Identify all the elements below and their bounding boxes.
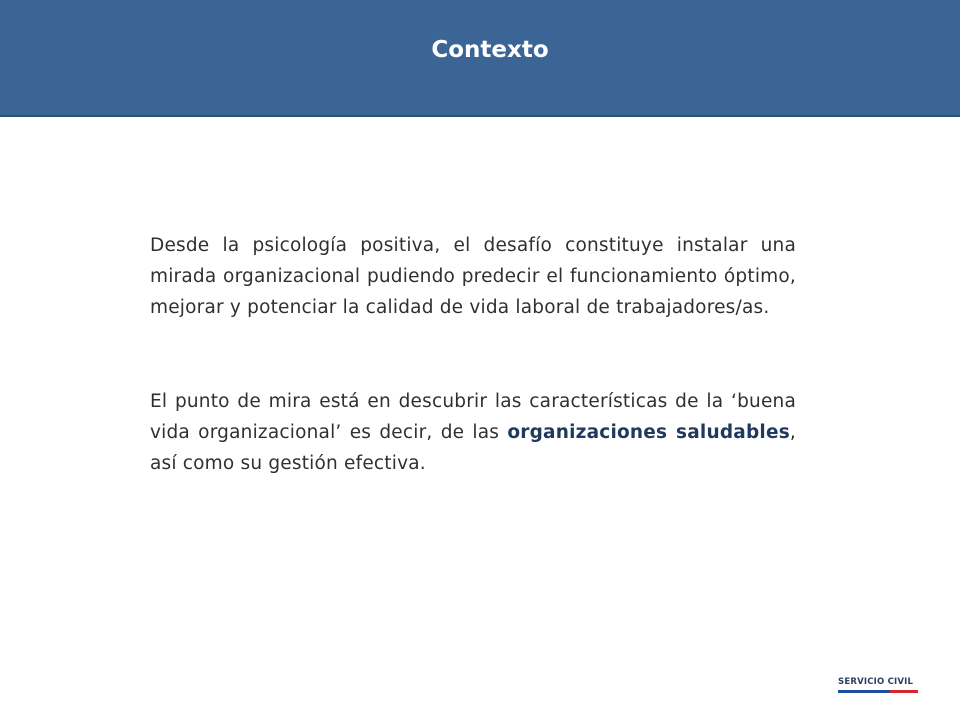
paragraph-2-text-after: , así como su gestión efectiva.: [150, 422, 796, 474]
logo-text: SERVICIO CIVIL: [838, 677, 914, 687]
servicio-civil-logo: [838, 677, 920, 697]
slide-title: Contexto: [431, 37, 549, 63]
logo-bar-red: [890, 690, 918, 693]
emphasis-organizaciones-saludables: organizaciones saludables: [507, 422, 790, 443]
logo-bar-blue: [838, 690, 890, 693]
header-banner: [0, 0, 960, 117]
paragraph-2-text-before: El punto de mira está en descubrir las características de la ‘buena vida organizacional’ es decir, de las: [150, 391, 796, 443]
paragraph-2: [150, 386, 796, 479]
paragraph-1: Desde la psicología positiva, el desafío constituye instalar una mirada organizacional pudiendo predecir el funcionamiento óptimo, mejorar y potenciar la calidad de vida laboral de trabajadores/as.: [150, 235, 796, 318]
